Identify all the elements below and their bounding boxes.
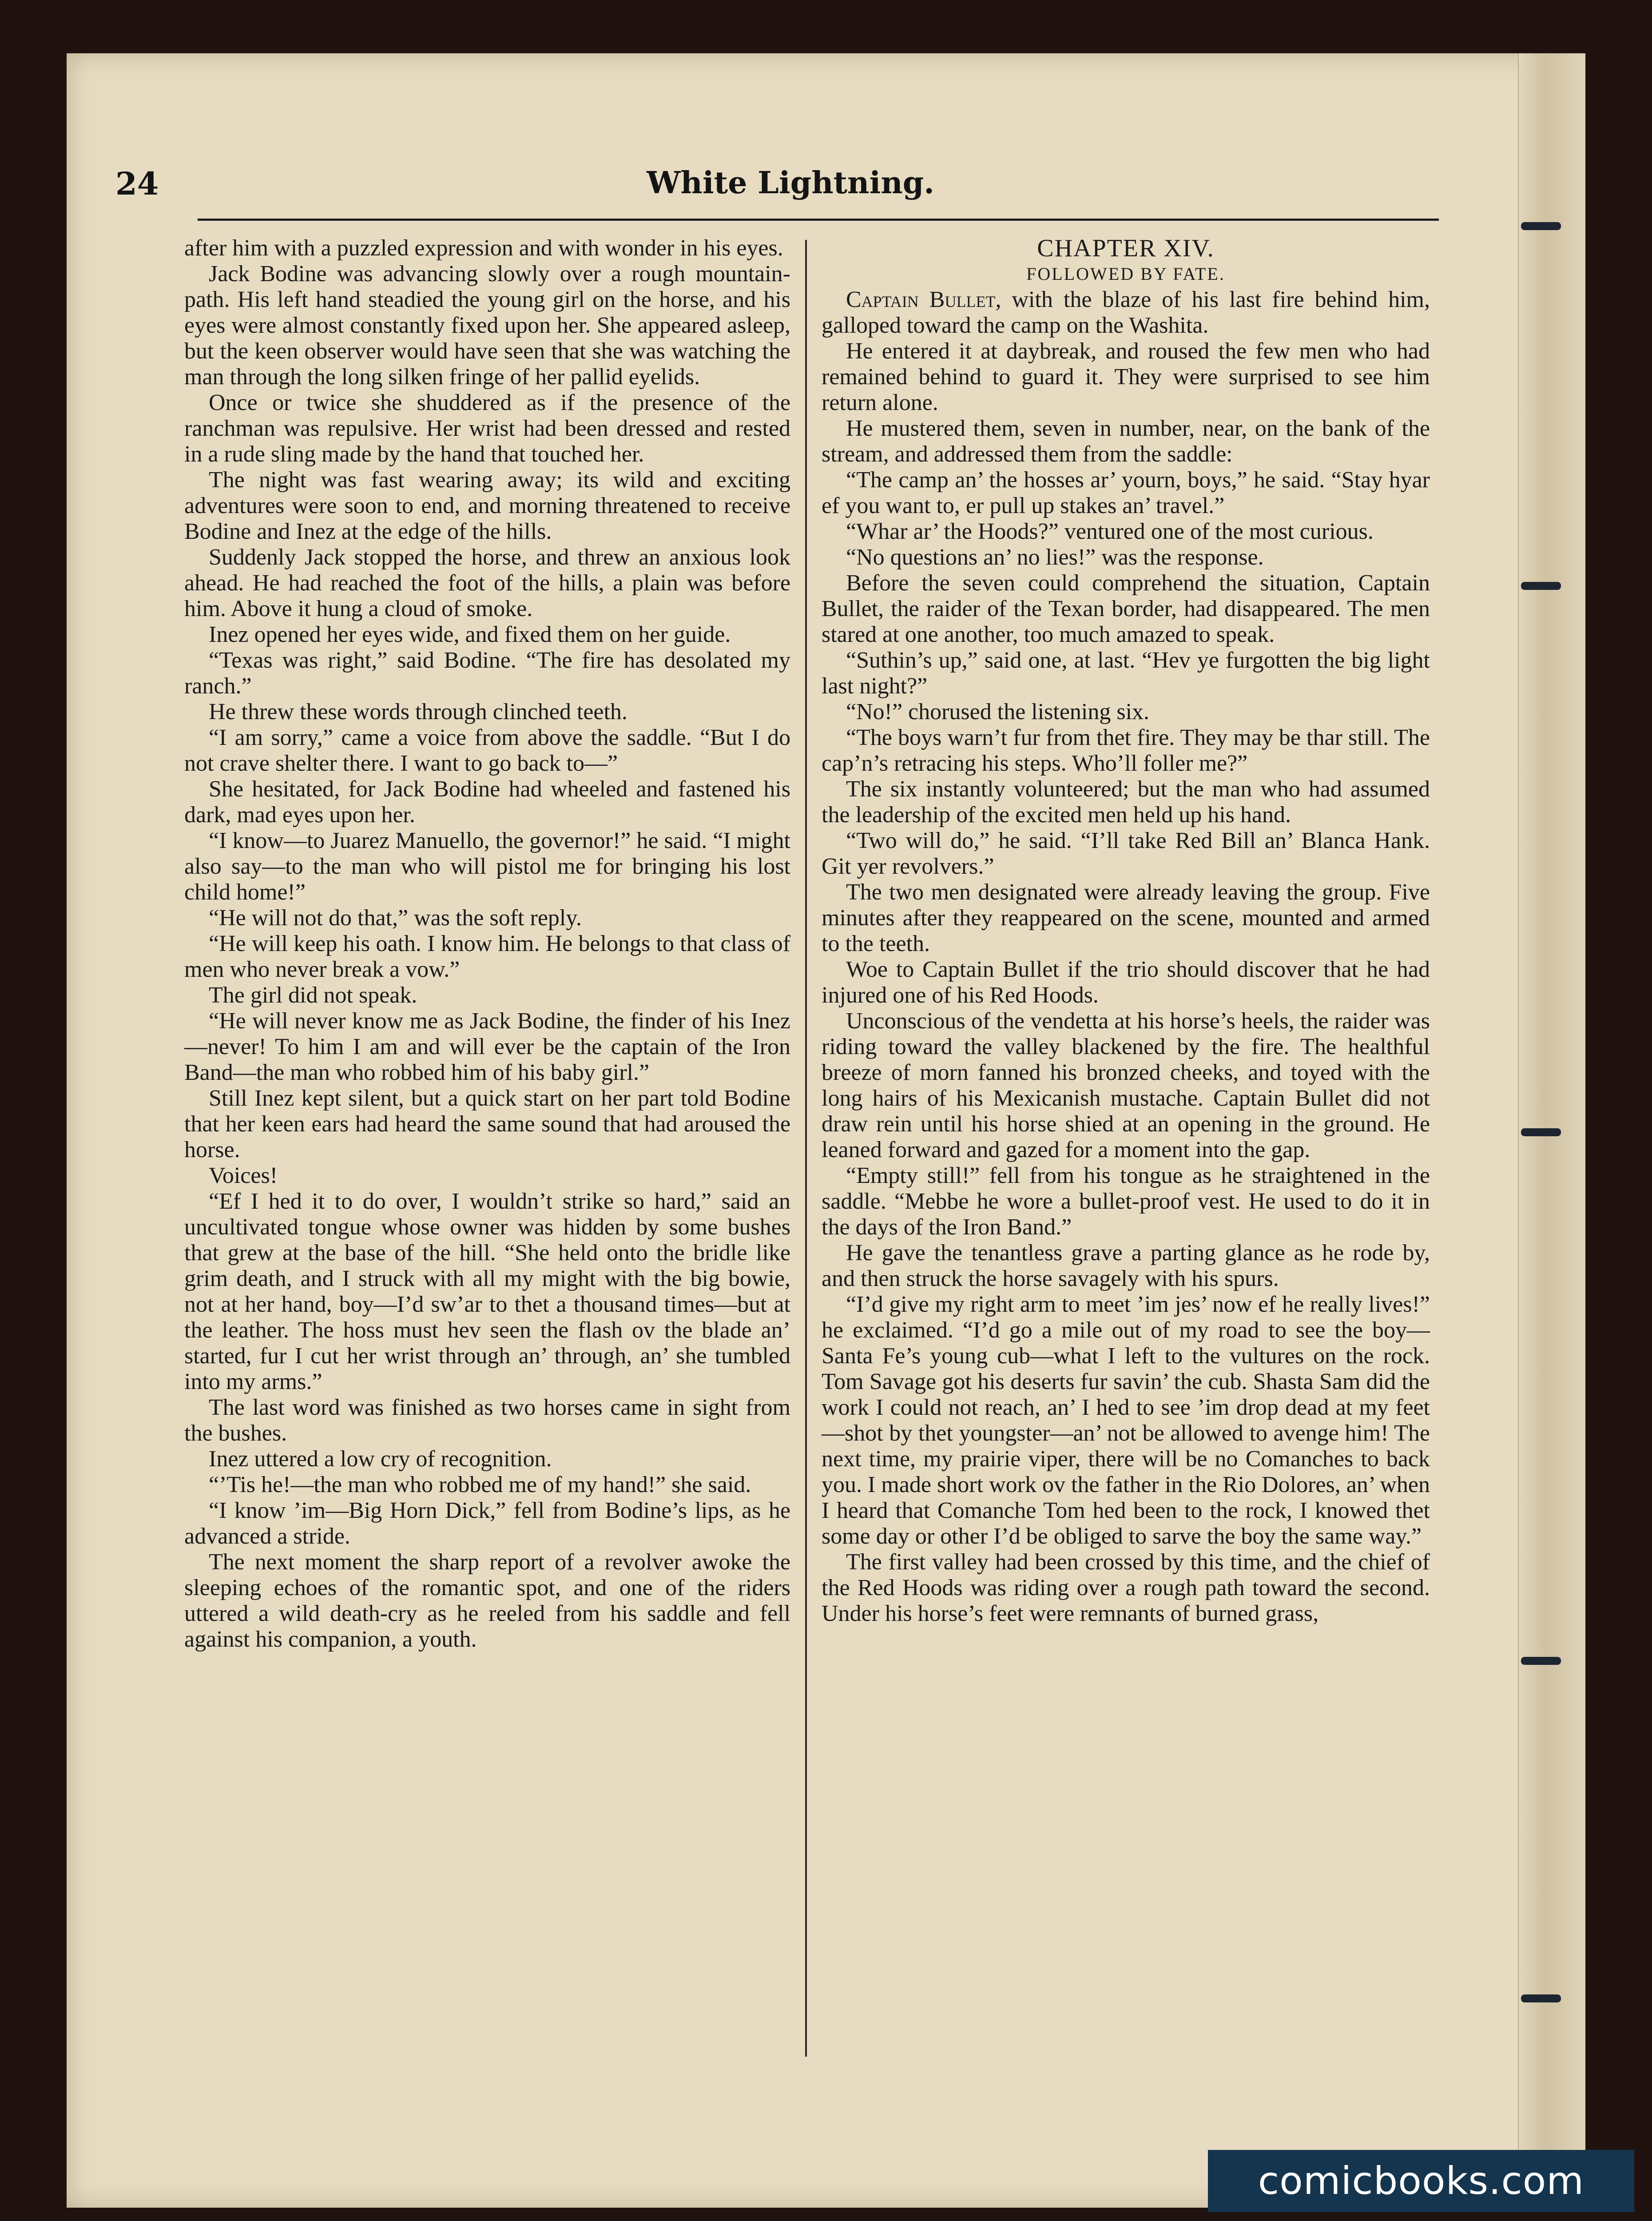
paragraph: Before the seven could comprehend the situation, Captain Bullet, the raider of the Texan border, had disappeared. The men stared at one another, too much amazed to speak. xyxy=(822,570,1430,647)
paragraph: “I am sorry,” came a voice from above the saddle. “But I do not crave shelter there. I want to go back to—” xyxy=(184,725,790,776)
paragraph: “’Tis he!—the man who robbed me of my hand!” she said. xyxy=(209,1472,751,1497)
paragraph: He threw these words through clinched teeth. xyxy=(209,699,627,724)
column-divider xyxy=(805,240,807,2057)
page-gutter xyxy=(1518,53,1585,2208)
paragraph: “Texas was right,” said Bodine. “The fire has desolated my ranch.” xyxy=(184,648,790,699)
opening-smallcaps: Captain Bullet xyxy=(846,287,996,312)
paragraph: “He will keep his oath. I know him. He belongs to that class of men who never break a vow.” xyxy=(184,931,790,982)
paragraph: Inez uttered a low cry of recognition. xyxy=(209,1446,552,1472)
paragraph: “Empty still!” fell from his tongue as he straightened in the saddle. “Mebbe he wore a bullet-proof vest. He used to do it in the days of the Iron Band.” xyxy=(822,1163,1430,1240)
paragraph: Voices! xyxy=(209,1163,278,1188)
paragraph: The last word was finished as two horses came in sight from the bushes. xyxy=(184,1395,790,1446)
paragraph: He gave the tenantless grave a parting glance as he rode by, and then struck the horse savagely with his spurs. xyxy=(822,1240,1430,1291)
paragraph: “He will never know me as Jack Bodine, the finder of his Inez—never! To him I am and will ever be the captain of the Iron Band—the man who robbed him of his baby girl.” xyxy=(184,1008,790,1085)
paragraph: “Two will do,” he said. “I’ll take Red Bill an’ Blanca Hank. Git yer revolvers.” xyxy=(822,828,1430,879)
paragraph: “He will not do that,” was the soft reply. xyxy=(209,905,582,931)
paragraph: “Suthin’s up,” said one, at last. “Hev ye furgotten the big light last night?” xyxy=(822,648,1430,699)
paragraph: “Ef I hed it to do over, I wouldn’t strike so hard,” said an uncultivated tongue whose owner was hidden by some bushes that grew at the base of the hill. “She held onto the bridle like grim death, and I struck with all my might with the big bowie, not at her hand, boy—I’d sw’ar to thet a thousand times—but at the leather. The hoss must hev seen the flash ov the blade an’ started, fur I cut her wrist through an’ through, an’ she tumbled into my arms.” xyxy=(184,1189,790,1394)
page-header xyxy=(115,161,1465,214)
paragraph: “The camp an’ the hosses ar’ yourn, boys,” he said. “Stay hyar ef you want to, er pull up stakes an’ travel.” xyxy=(822,467,1430,518)
paragraph: “The boys warn’t fur from thet fire. They may be thar still. The cap’n’s retracing his steps. Who’ll foller me?” xyxy=(822,725,1430,776)
binding-stitch xyxy=(1521,582,1561,590)
paragraph: Jack Bodine was advancing slowly over a rough mountain-path. His left hand steadied the young girl on the horse, and his eyes were almost constantly fixed upon her. She appeared asleep, but the keen observer would have seen that she was watching the man through the long silken fringe of her pallid eyelids. xyxy=(184,261,790,390)
header-rule xyxy=(198,219,1439,221)
paragraph: He entered it at daybreak, and roused the few men who had remained behind to guard it. They were surprised to see him return alone. xyxy=(822,338,1430,415)
binding-stitch xyxy=(1521,1994,1561,2002)
paragraph: Still Inez kept silent, but a quick start on her part told Bodine that her keen ears had heard the same sound that had aroused the horse. xyxy=(184,1086,790,1162)
paragraph: The six instantly volunteered; but the man who had assumed the leadership of the excited men held up his hand. xyxy=(822,776,1430,828)
paragraph: “I know—to Juarez Manuello, the governor!” he said. “I might also say—to the man who will pistol me for bringing his lost child home!” xyxy=(184,828,790,905)
paragraph: The first valley had been crossed by this time, and the chief of the Red Hoods was riding over a rough path toward the second. Under his horse’s feet were remnants of burned grass, xyxy=(822,1549,1430,1626)
page-number: 24 xyxy=(115,165,159,202)
paragraph: Once or twice she shuddered as if the presence of the ranchman was repulsive. Her wrist had been dressed and rested in a rude sling made by the hand that touched her. xyxy=(184,390,790,467)
opening-text: , with the blaze of his last fire behind him, galloped toward the camp on the Washita. xyxy=(822,287,1430,338)
paragraph: “I’d give my right arm to meet ’im jes’ now ef he really lives!” he exclaimed. “I’d go a mile out of my road to see the boy—Santa Fe’s young cub—what I left to the vultures on the rock. Tom Savage got his deserts fur savin’ the cub. Shasta Sam did the work I could not reach, an’ I hed to see ’im drop dead at my feet—shot by thet youngster—an’ not be allowed to avenge him! The next time, my prairie viper, there will be no Comanches to back you. I made short work ov the father in the Rio Dolores, an’ when I heard that Comanche Tom hed been to the rock, I knowed thet some day or other I’d be obliged to sarve the boy the same way.” xyxy=(822,1292,1430,1549)
paragraph: The girl did not speak. xyxy=(209,983,417,1008)
paragraph: Suddenly Jack stopped the horse, and threw an anxious look ahead. He had reached the foot of the hills, a plain was before him. Above it hung a cloud of smoke. xyxy=(184,545,790,621)
binding-stitch xyxy=(1521,1657,1561,1665)
paragraph: She hesitated, for Jack Bodine had wheeled and fastened his dark, mad eyes upon her. xyxy=(184,776,790,828)
paragraph: “No!” chorused the listening six. xyxy=(846,699,1150,724)
chapter-subtitle: FOLLOWED BY FATE. xyxy=(1026,264,1225,284)
binding-stitch xyxy=(1521,1128,1561,1136)
paragraph: “Whar ar’ the Hoods?” ventured one of the most curious. xyxy=(846,519,1374,544)
paragraph: The two men designated were already leaving the group. Five minutes after they reappeared on the scene, mounted and armed to the teeth. xyxy=(822,880,1430,956)
paragraph: Unconscious of the vendetta at his horse’s heels, the raider was riding toward the valley blackened by the fire. The healthful breeze of morn fanned his bronzed cheeks, and toyed with the long hairs of his Mexicanish mustache. Captain Bullet did not draw rein until his horse shied at an opening in the ground. He leaned forward and gazed for a moment into the gap. xyxy=(822,1008,1430,1162)
paragraph: The next moment the sharp report of a revolver awoke the sleeping echoes of the romantic spot, and one of the riders uttered a wild death-cry as he reeled from his saddle and fell against his companion, a youth. xyxy=(184,1549,790,1652)
watermark-logo: comicbooks.com xyxy=(1208,2150,1634,2212)
right-column xyxy=(822,235,1430,1627)
paragraph: Woe to Captain Bullet if the trio should discover that he had injured one of his Red Hoods. xyxy=(822,957,1430,1008)
paragraph: Inez opened her eyes wide, and fixed them on her guide. xyxy=(209,622,731,647)
left-column xyxy=(184,235,790,1652)
chapter-opening-paragraph xyxy=(822,287,1430,338)
paragraph: He mustered them, seven in number, near, on the bank of the stream, and addressed them from the saddle: xyxy=(822,416,1430,467)
paragraph: The night was fast wearing away; its wild and exciting adventures were soon to end, and morning threatened to receive Bodine and Inez at the edge of the hills. xyxy=(184,467,790,544)
paragraph: “No questions an’ no lies!” was the response. xyxy=(846,545,1264,570)
binding-stitch xyxy=(1521,222,1561,230)
chapter-title: CHAPTER XIV. xyxy=(1037,235,1215,262)
paragraph: after him with a puzzled expression and with wonder in his eyes. xyxy=(184,235,783,261)
paragraph: “I know ’im—Big Horn Dick,” fell from Bodine’s lips, as he advanced a stride. xyxy=(184,1498,790,1549)
running-title: White Lightning. xyxy=(647,165,934,201)
